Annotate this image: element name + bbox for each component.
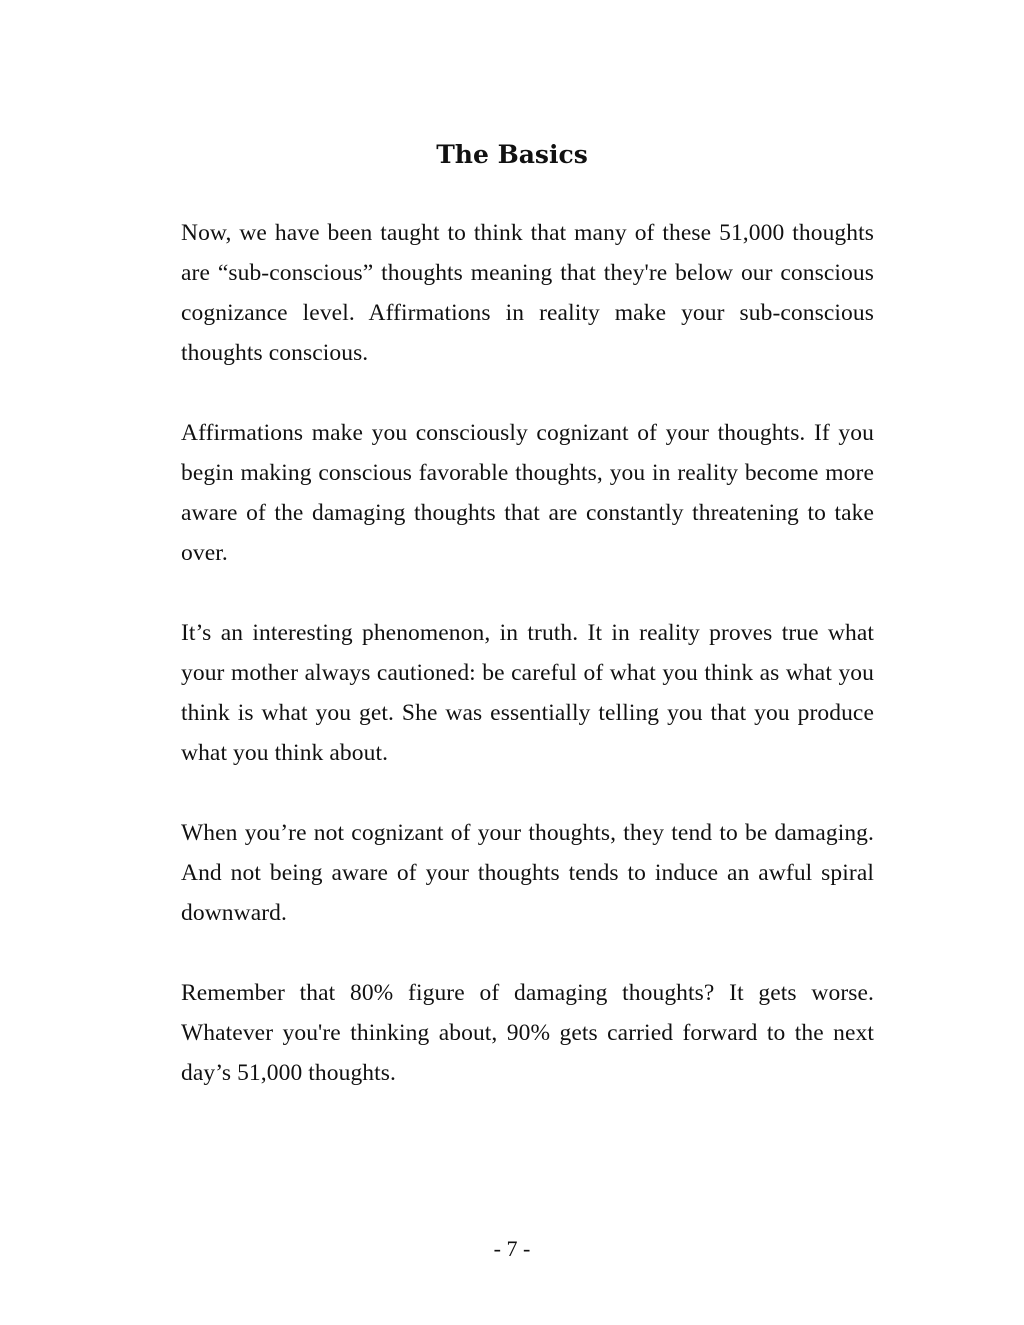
paragraph-5: Remember that 80% figure of damaging thoughts? It gets worse. Whatever you're thinking about, 90% gets carried forward to the next day’s 51,000 thoughts. (181, 980, 874, 1086)
page-number: - 7 - (493, 1236, 531, 1261)
paragraph-3: It’s an interesting phenomenon, in truth. It in reality proves true what your mother always cautioned: be careful of what you think as what you think is what you get. She was essentially telling you that you produce what you think about. (181, 620, 874, 766)
body-text (181, 213, 874, 1133)
paragraph-1: Now, we have been taught to think that many of these 51,000 thoughts are “sub-conscious” thoughts meaning that they're below our conscious cognizance level. Affirmations in reality make your sub-conscious thoughts conscious. (181, 220, 874, 366)
page-title: The Basics (436, 140, 588, 169)
paragraph-4: When you’re not cognizant of your thoughts, they tend to be damaging. And not being aware of your thoughts tends to induce an awful spiral downward. (181, 820, 874, 926)
paragraph-2: Affirmations make you consciously cognizant of your thoughts. If you begin making conscious favorable thoughts, you in reality become more aware of the damaging thoughts that are constantly threatening to take over. (181, 420, 874, 566)
